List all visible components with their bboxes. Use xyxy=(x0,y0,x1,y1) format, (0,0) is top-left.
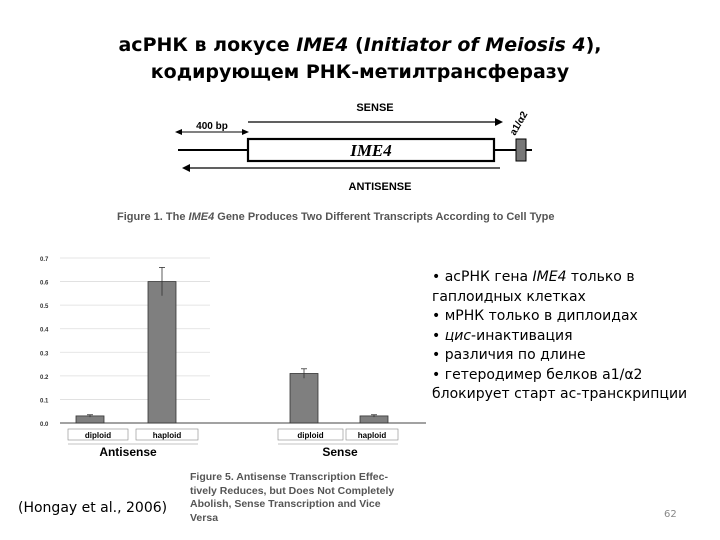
bullet-item: • асРНК гена IME4 только в xyxy=(432,269,635,285)
bullet-italic: цис xyxy=(444,327,472,344)
gene-locus-diagram xyxy=(170,96,550,201)
chart-y-ticks xyxy=(40,257,49,428)
ime4-gene-label: IME4 xyxy=(350,141,392,160)
title-line-1 xyxy=(60,32,660,59)
bar-antisense-haploid xyxy=(148,282,176,423)
citation: (Hongay et al., 2006) xyxy=(18,500,168,516)
bullet-continuation: блокирует старт ас-транскрипции xyxy=(432,386,688,402)
title-text: асРНК в локусе xyxy=(118,34,297,56)
scale-label: 400 bp xyxy=(196,121,228,132)
title-paren: ( xyxy=(348,34,364,56)
bar-sense-diploid xyxy=(290,374,318,424)
bullet-item: • мРНК только в диплоидах xyxy=(432,308,638,324)
caption-text: Figure 1. The xyxy=(117,211,189,223)
y-tick-label: 0.3 xyxy=(40,351,49,358)
bar-label: diploid xyxy=(84,431,112,440)
bar-label: haploid xyxy=(357,431,387,440)
bar-label: diploid xyxy=(297,431,324,440)
figure5-caption xyxy=(190,471,435,525)
sense-arrowhead xyxy=(495,118,503,126)
scale-arrowhead-right xyxy=(242,129,249,135)
bullet-list xyxy=(432,268,707,405)
title-line-2: кодирующем РНК-метилтрансферазу xyxy=(150,61,570,83)
title-paren-close: ), xyxy=(585,34,602,56)
y-tick-label: 0.0 xyxy=(40,422,49,428)
sense-label: SENSE xyxy=(356,102,394,114)
slide-title xyxy=(60,32,660,86)
y-tick-label: 0.4 xyxy=(40,327,49,334)
bar-chart xyxy=(28,248,428,463)
group-label-antisense: Antisense xyxy=(99,445,157,459)
bullet-gene: IME4 xyxy=(532,269,567,285)
antisense-arrowhead xyxy=(182,164,190,172)
chart-axis xyxy=(60,258,426,423)
group-label-sense: Sense xyxy=(322,445,358,459)
bullet-text: -инактивация xyxy=(471,327,573,344)
caption-gene: IME4 xyxy=(188,211,215,223)
antisense-label: ANTISENSE xyxy=(348,181,412,193)
bullet-item: • гетеродимер белков a1/α2 xyxy=(432,366,643,383)
y-tick-label: 0.7 xyxy=(40,257,49,263)
chart-x-labels xyxy=(68,429,398,459)
caption-line: Versa xyxy=(190,511,219,524)
title-gene: IME4 xyxy=(296,34,349,56)
regulatory-site-box xyxy=(516,139,526,161)
scale-arrowhead-left xyxy=(175,129,182,135)
y-tick-label: 0.6 xyxy=(40,280,49,287)
figure1-caption xyxy=(117,211,554,223)
page-number: 62 xyxy=(664,509,677,520)
caption-text-rest: Gene Produces Two Different Transcripts According to Cell Type xyxy=(214,211,555,223)
caption-line: tively Reduces, but Does Not Completely xyxy=(190,484,395,497)
bullet-text: различия по длине xyxy=(444,347,586,363)
bar-label: haploid xyxy=(152,431,182,440)
bullet-text: гетеродимер белков a1/α2 xyxy=(444,366,643,383)
bullet-text: только в xyxy=(566,269,635,285)
y-tick-label: 0.2 xyxy=(40,374,49,381)
site-label: a1/α2 xyxy=(508,109,531,138)
y-tick-label: 0.1 xyxy=(40,398,49,405)
bullet-text: мРНК только в диплоидах xyxy=(444,308,638,324)
bullet-continuation: гаплоидных клетках xyxy=(432,288,586,305)
y-tick-label: 0.5 xyxy=(40,304,49,311)
bullet-item: • цис-инактивация xyxy=(432,327,573,344)
bullet-item: • различия по длине xyxy=(432,347,586,363)
bullet-text: асРНК гена xyxy=(444,269,533,285)
caption-line: Figure 5. Antisense Transcription Effec- xyxy=(190,471,388,483)
caption-line: Abolish, Sense Transcription and Vice xyxy=(190,498,381,510)
title-gene-fullname: Initiator of Meiosis 4 xyxy=(363,34,586,56)
